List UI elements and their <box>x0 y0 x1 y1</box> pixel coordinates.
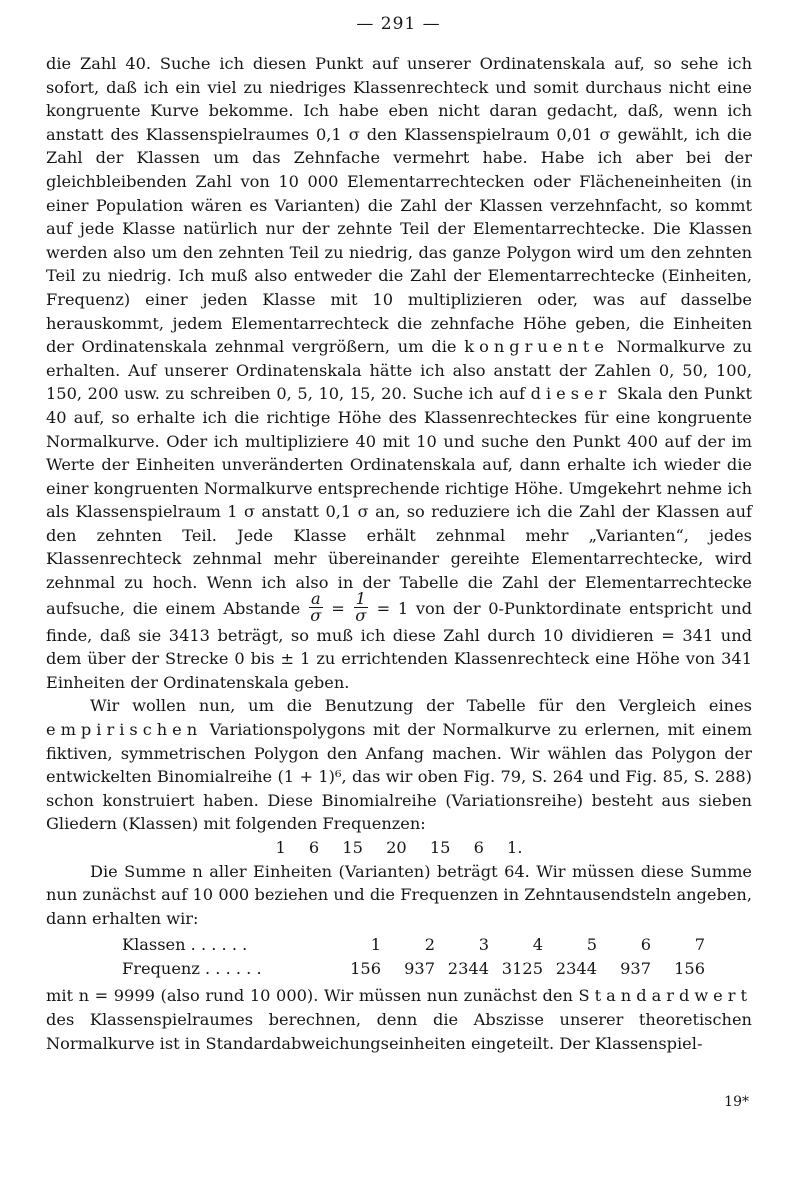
table-cell: 5 <box>586 934 597 954</box>
table-cell: 1 <box>370 934 381 954</box>
spaced-word: kongruente <box>464 337 609 357</box>
table-cell: 2 <box>424 934 435 954</box>
spaced-word: dieser <box>530 384 612 404</box>
paragraph-2: Wir wollen nun, um die Benutzung der Tabelle für den Vergleich eines empirischen Variationspolygons mit der Normalkurve zu erlernen, mit einem fiktiven, symmetrischen Polygon den Anfang machen. Wir wählen das Polygon der entwickelten Binomialreihe (1 + 1)⁶, das wir oben Fig. 79, S. 264 und Fig. 85, S. 288) schon konstruiert haben. Diese Binomialreihe (Variationsreihe) besteht aus sieben Gliedern (Klassen) mit folgenden Frequenzen: <box>46 696 752 834</box>
table-cell: 2344 <box>447 958 489 978</box>
fraction: $\frac{a}{\sigma}$ <box>310 588 322 625</box>
frequency-table <box>122 932 705 980</box>
row-label: Frequenz . . . . . . <box>122 958 262 978</box>
paragraph-4: mit n = 9999 (also rund 10 000). Wir müssen nun zunächst den Standardwert des Klassenspielraumes berechnen, denn die Abszisse unserer theoretischen Normalkurve ist in Standardabweichungseinheiten eingeteilt. Der Klassenspiel- <box>46 986 752 1053</box>
table-cell: 2344 <box>555 958 597 978</box>
paragraph-3: Die Summe n aller Einheiten (Varianten) beträgt 64. Wir müssen diese Summe nun zunächst auf 10 000 beziehen und die Frequenzen in Zehntausendsteln angeben, dann erhalten wir: <box>46 861 752 928</box>
table-row <box>122 956 705 980</box>
table-cell: 3 <box>478 934 489 954</box>
spaced-word: empirischen <box>46 720 203 740</box>
table-cell: 6 <box>640 934 651 954</box>
table-cell: 937 <box>404 958 435 978</box>
fraction: $\frac{1}{\sigma}$ <box>355 588 367 625</box>
spaced-word: Standardwert <box>578 986 752 1006</box>
table-cell: 937 <box>620 958 651 978</box>
binomial-frequencies: 1 6 15 20 15 6 1. <box>275 838 523 857</box>
page-number: — 291 — <box>356 14 441 34</box>
body-text <box>46 52 752 1055</box>
paragraph-1: die Zahl 40. Suche ich diesen Punkt auf unserer Ordinatenskala auf, so sehe ich sofort, daß ich ein viel zu niedriges Klassenrechteck und somit durchaus nicht eine kongruente Kurve bekomme. Ich habe eben nicht daran gedacht, daß, wenn ich anstatt des Klassenspielraumes 0,1 σ den Klassenspielraum 0,01 σ gewählt, ich die Zahl der Klassen um das Zehnfache vermehrt habe. Habe ich aber bei der gleichbleibenden Zahl von 10 000 Elementarrechtecken oder Flächeneinheiten (in einer Population wären es Varianten) die Zahl der Klassen verzehnfacht, so kommt auf jede Klasse natürlich nur der zehnte Teil der Elementarrechtecke. Die Klassen werden also um den zehnten Teil zu niedrig, das ganze Polygon wird um den zehnten Teil zu niedrig. Ich muß also entweder die Zahl der Elementarrechtecke (Einheiten, Frequenz) einer jeden Klasse mit 10 multiplizieren oder, was auf dasselbe herauskommt, jedem Elementarrechteck die zehnfache Höhe geben, die Einheiten der Ordinatenskala zehnmal vergrößern, um die kongruente Normalkurve zu erhalten. Auf unserer Ordinatenskala hätte ich also anstatt der Zahlen 0, 50, 100, 150, 200 usw. zu schreiben 0, 5, 10, 15, 20. Suche ich auf dieser Skala den Punkt 40 auf, so erhalte ich die richtige Höhe des Klassenrechteckes für eine kongruente Normalkurve. Oder ich multipliziere 40 mit 10 und suche den Punkt 400 auf der im Werte der Einheiten unveränderten Ordinatenskala auf, dann erhalte ich wieder die einer kongruenten Normalkurve entsprechende richtige Höhe. Umgekehrt nehme ich als Klassenspielraum 1 σ anstatt 0,1 σ an, so reduziere ich die Zahl der Klassen auf den zehnten Teil. Jede Klasse erhält zehnmal mehr „Varianten“, jedes Klassenrechteck zehnmal mehr übereinander gereihte Elementarrechtecke, wird zehnmal zu hoch. Wenn ich also in der Tabelle die Zahl der Elementarrechtecke aufsuche, die einem Abstande $\frac{a}{\sigma}$ = $\frac{1}{\sigma}$ = 1 von der 0-Punktordinate entspricht und finde, daß sie 3413 beträgt, so muß ich diese Zahl durch 10 dividieren = 341 und dem über der Strecke 0 bis ± 1 zu errichtenden Klassenrechteck eine Höhe von 341 Einheiten der Ordinatenskala geben. <box>46 54 752 692</box>
row-label: Klassen . . . . . . <box>122 934 248 954</box>
table-cell: 7 <box>694 934 705 954</box>
table-cell: 156 <box>350 958 381 978</box>
table-row <box>122 932 705 956</box>
table-cell: 156 <box>674 958 705 978</box>
table-cell: 3125 <box>501 958 543 978</box>
signature-mark: 19* <box>724 1094 749 1110</box>
table-cell: 4 <box>532 934 543 954</box>
